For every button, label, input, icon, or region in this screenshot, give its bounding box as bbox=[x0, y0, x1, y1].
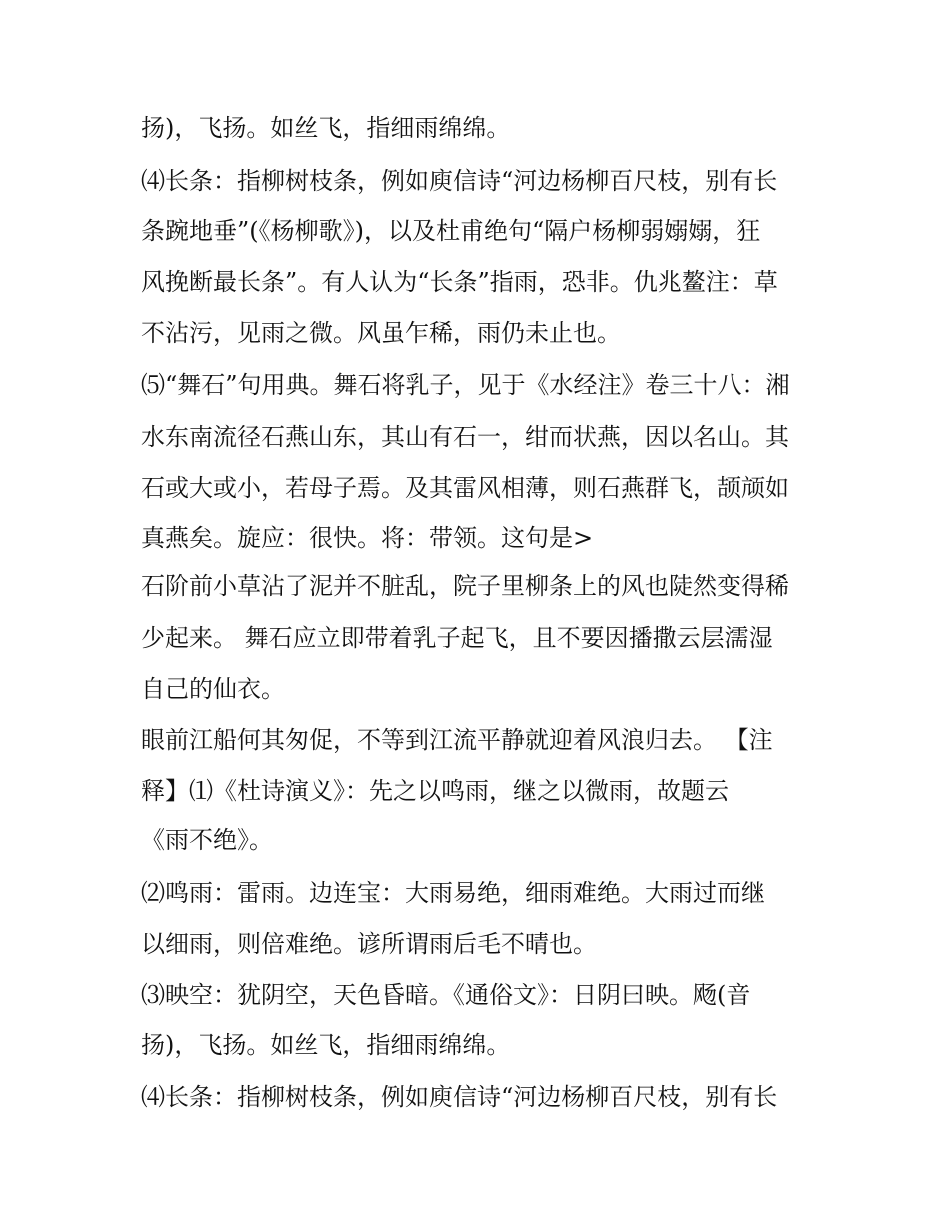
text-line: ⑵鸣雨：雷雨。边连宝：大雨易绝，细雨难绝。大雨过而继 bbox=[141, 879, 765, 907]
text-line: 以细雨，则倍难绝。谚所谓雨后毛不晴也。 bbox=[141, 930, 597, 958]
text-line: 水东南流径石燕山东，其山有石一，绀而状燕，因以名山。其 bbox=[141, 423, 789, 451]
text-line: ⑷长条：指柳树枝条，例如庾信诗“河边杨柳百尺枝，别有长 bbox=[141, 167, 778, 195]
text-line: ⑶映空：犹阴空，天色昏暗。《通俗文》：日阴曰映。飏(音 bbox=[141, 981, 751, 1009]
text-line: 风挽断最长条”。有人认为“长条”指雨，恐非。仇兆鳌注：草 bbox=[141, 268, 778, 296]
text-line: 释】⑴《杜诗演义》：先之以鸣雨，继之以微雨，故题云 bbox=[141, 777, 729, 805]
text-line: 石阶前小草沾了泥并不脏乱，院子里柳条上的风也陡然变得稀 bbox=[141, 572, 789, 600]
text-line: 扬)，飞扬。如丝飞，指细雨绵绵。 bbox=[141, 1031, 511, 1059]
text-line: 眼前江船何其匆促，不等到江流平静就迎着风浪归去。 【注 bbox=[141, 726, 773, 754]
text-line: 扬)，飞扬。如丝飞，指细雨绵绵。 bbox=[141, 114, 511, 142]
text-line: 石或大或小，若母子焉。及其雷风相薄，则石燕群飞，颉颃如 bbox=[141, 474, 789, 502]
text-line: ⑸“舞石”句用典。舞石将乳子，见于《水经注》卷三十八：湘 bbox=[141, 371, 790, 399]
text-line: 条踠地垂”(《杨柳歌》)，以及杜甫绝句“隔户杨柳弱嫋嫋，狂 bbox=[141, 217, 761, 245]
text-line: ⑷长条：指柳树枝条，例如庾信诗“河边杨柳百尺枝，别有长 bbox=[141, 1083, 778, 1111]
text-line: 《雨不绝》。 bbox=[141, 826, 273, 854]
text-line: 自己的仙衣。 bbox=[141, 675, 285, 703]
text-line: 不沾污，见雨之微。风虽乍稀，雨仍未止也。 bbox=[141, 319, 621, 347]
text-line: 少起来。 舞石应立即带着乳子起飞，且不要因播撒云层濡湿 bbox=[141, 624, 773, 652]
text-line: 真燕矣。旋应：很快。将：带领。这句是> bbox=[141, 524, 594, 552]
